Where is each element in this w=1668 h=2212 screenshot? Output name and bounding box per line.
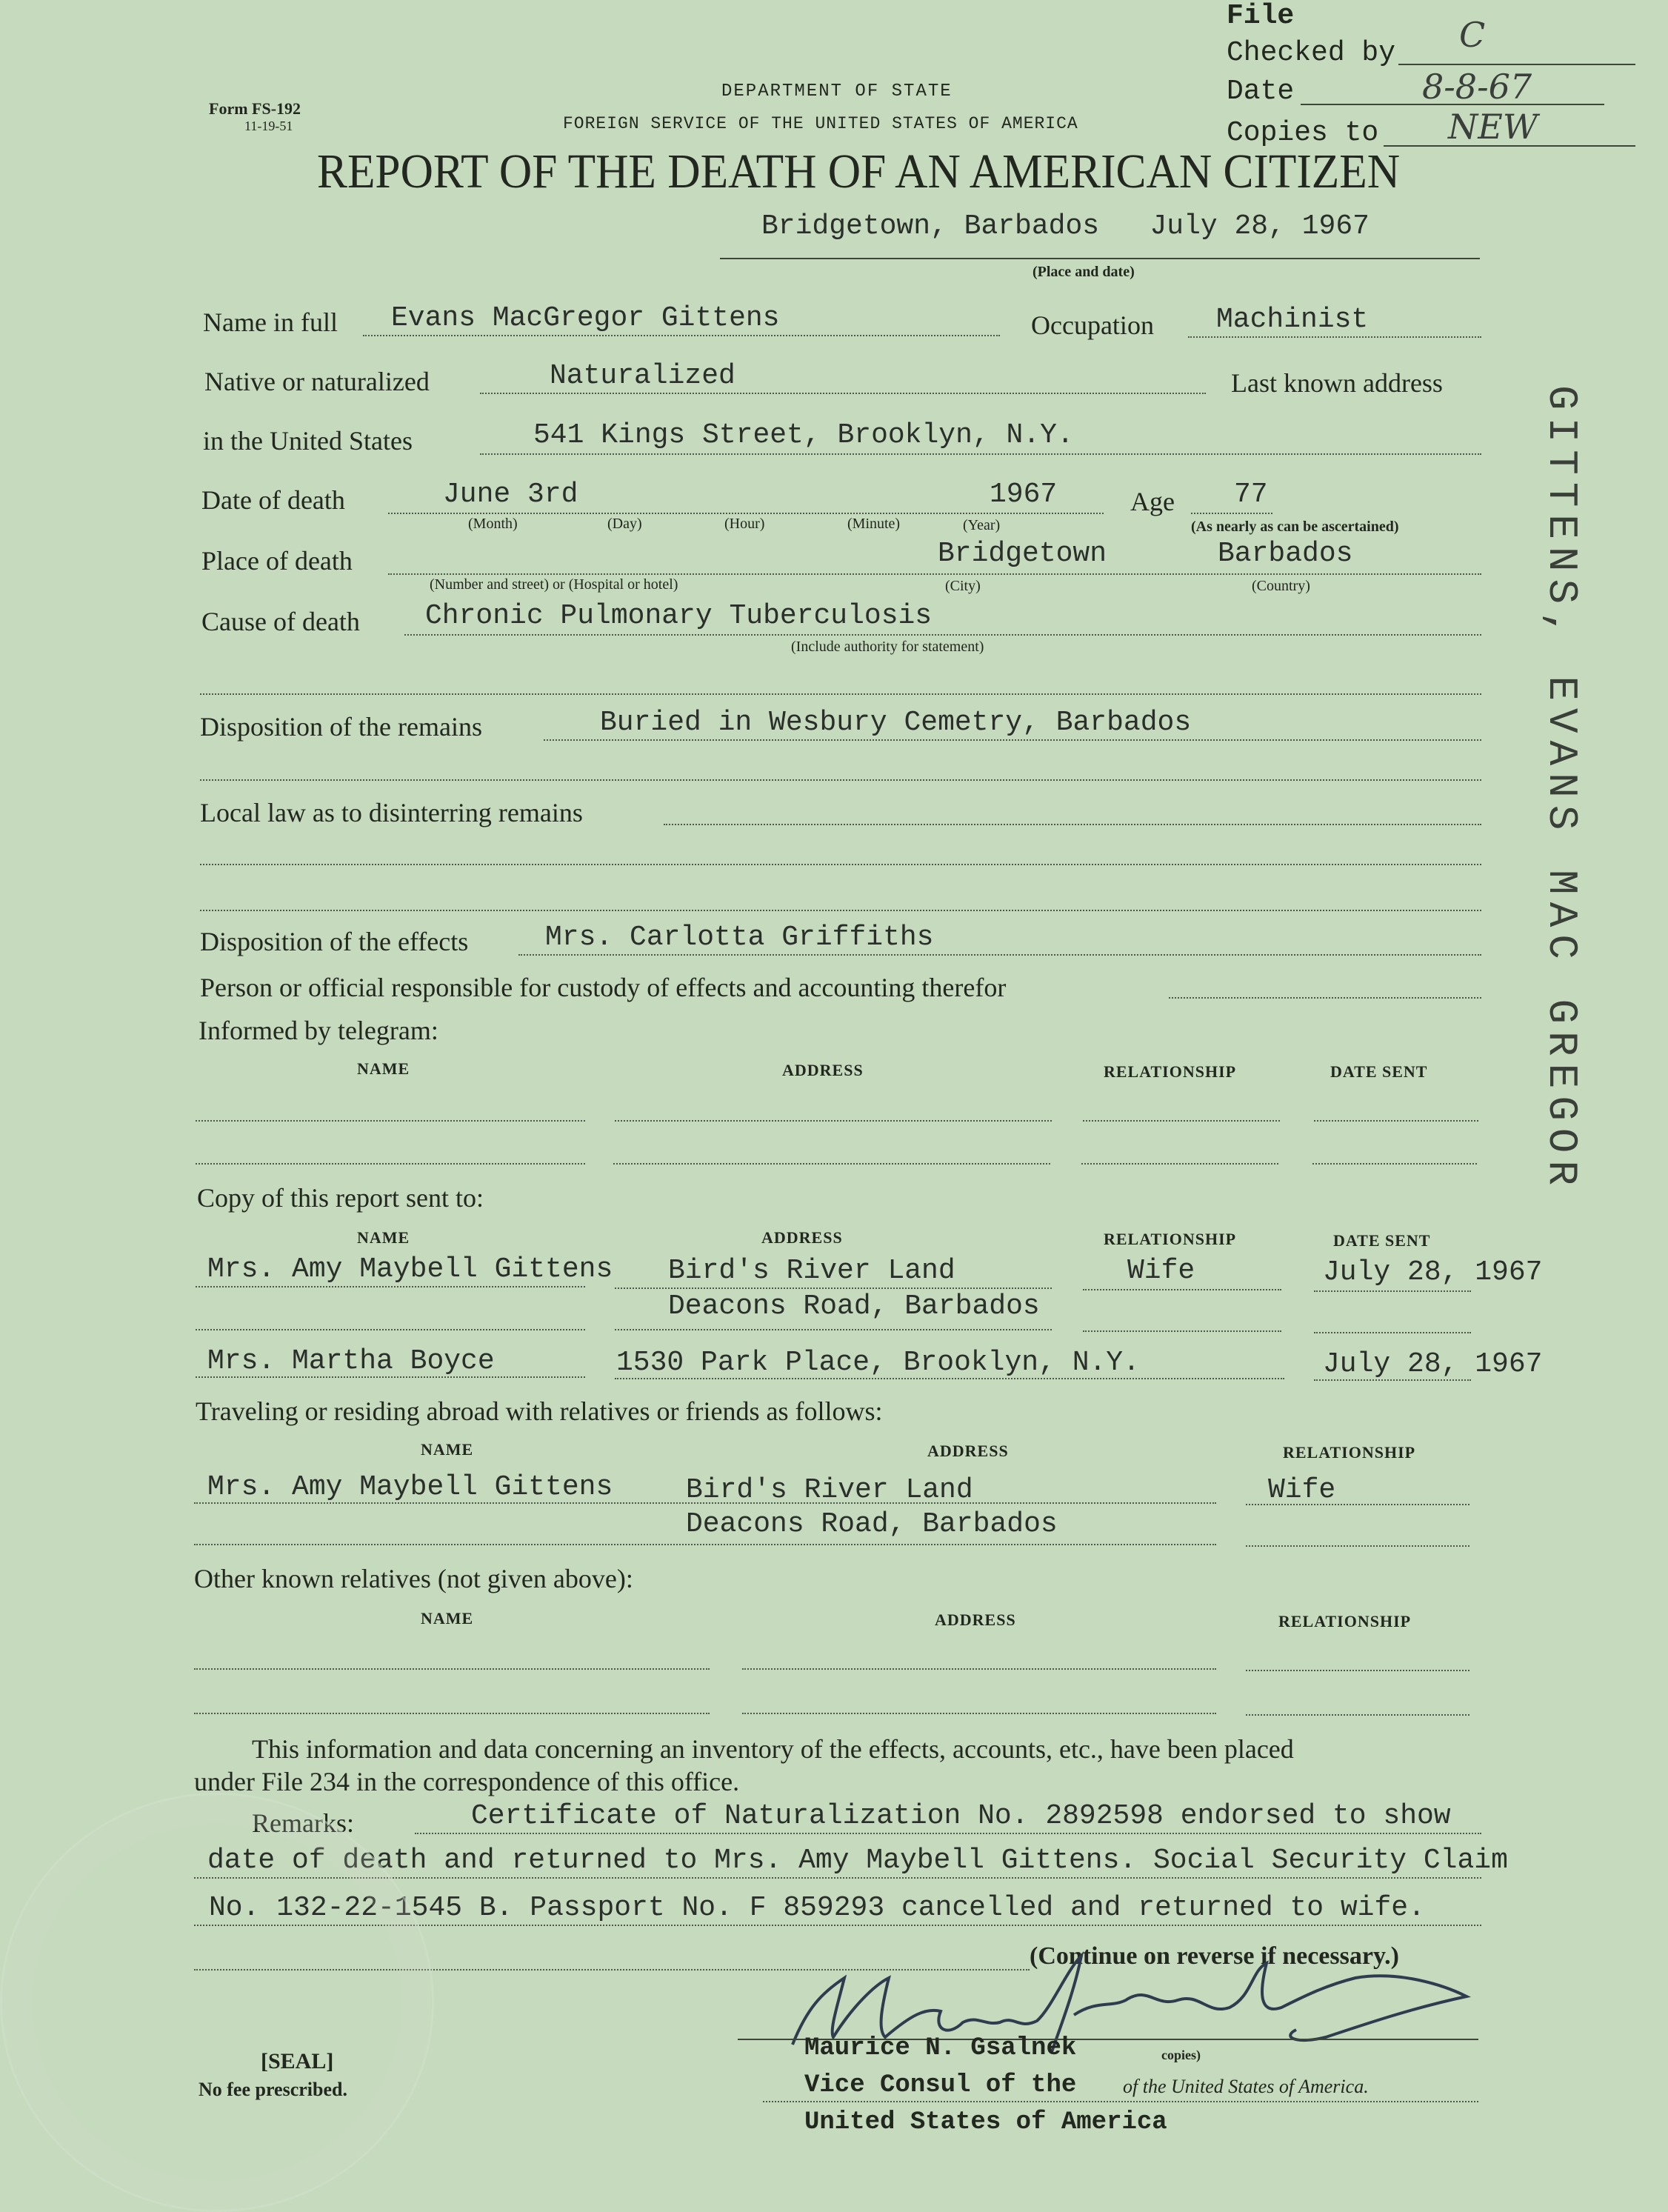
copy-row-2-address1: 1530 Park Place, Brooklyn, N.Y.	[616, 1347, 1140, 1379]
info-line-1: This information and data concerning an inventory of the effects, accounts, etc., have been placed	[252, 1734, 1294, 1764]
local-law-line	[664, 824, 1481, 825]
copy-row-2-address-line	[615, 1378, 1284, 1379]
in-us-line	[480, 453, 1481, 455]
department-heading: DEPARTMENT OF STATE	[721, 81, 953, 101]
telegram-row-2-rel	[1081, 1163, 1278, 1165]
signer-name: Maurice N. Gsalnek	[804, 2034, 1077, 2062]
checked-by-label: Checked by	[1227, 37, 1396, 69]
traveling-address2: Deacons Road, Barbados	[686, 1508, 1058, 1540]
service-heading: FOREIGN SERVICE OF THE UNITED STATES OF AMERICA	[563, 114, 1078, 133]
copies-label: Copies to	[1227, 117, 1379, 149]
year-of-death-value: 1967	[990, 479, 1058, 510]
other-row-1-address	[742, 1668, 1216, 1670]
signer-title-print: of the United States of America.	[1123, 2076, 1369, 2097]
copy-row-1-address-line	[615, 1287, 1052, 1289]
name-line	[363, 335, 1000, 336]
caption-city: (City)	[945, 578, 981, 594]
traveling-line-2	[194, 1544, 1216, 1545]
caption-age: (As nearly as can be ascertained)	[1191, 519, 1399, 535]
page-title: REPORT OF THE DEATH OF AN AMERICAN CITIZEN	[317, 144, 1401, 199]
telegram-row-1-name	[196, 1120, 585, 1122]
other-row-2-rel	[1246, 1714, 1469, 1716]
embossed-seal	[0, 1793, 434, 2212]
caption-country: (Country)	[1252, 578, 1310, 594]
caption-authority: (Include authority for statement)	[791, 639, 984, 655]
traveling-line-1	[194, 1502, 1216, 1504]
remains-line	[544, 739, 1481, 741]
telegram-col-name: NAME	[357, 1059, 410, 1078]
continue-note: (Continue on reverse if necessary.)	[1030, 1942, 1399, 1970]
signer-title: Vice Consul of the	[804, 2071, 1077, 2099]
place-of-death-label: Place of death	[201, 546, 353, 576]
copy-row-1-address1: Bird's River Land	[668, 1255, 955, 1287]
place-date-value: Bridgetown, Barbados July 28, 1967	[761, 210, 1370, 242]
date-of-death-line	[388, 513, 1104, 514]
native-value: Naturalized	[550, 360, 735, 392]
name-label: Name in full	[203, 307, 338, 337]
local-law-line-2	[200, 864, 1481, 865]
copy-col-relationship: RELATIONSHIP	[1104, 1230, 1237, 1248]
city-value: Bridgetown	[938, 538, 1107, 570]
date-label: Date	[1227, 76, 1295, 107]
traveling-address1: Bird's River Land	[686, 1474, 973, 1506]
remarks-rule-1	[415, 1833, 1481, 1834]
copy-row-1-rel-line	[1083, 1289, 1281, 1290]
title-line	[763, 2101, 1478, 2102]
telegram-row-2-address	[613, 1163, 1050, 1165]
copy-row-1-name: Mrs. Amy Maybell Gittens	[207, 1253, 613, 1285]
in-us-label: in the United States	[203, 426, 413, 456]
form-date: 11-19-51	[244, 119, 293, 133]
checked-by-value: C	[1459, 15, 1486, 55]
traveling-rel-line-2	[1246, 1545, 1469, 1547]
custody-label: Person or official responsible for custody of effects and accounting therefor	[200, 973, 1007, 1002]
remarks-line-2: date of death and returned to Mrs. Amy Maybell Gittens. Social Security Claim	[207, 1845, 1508, 1876]
copy-row-2-name: Mrs. Martha Boyce	[207, 1345, 495, 1377]
copies-value: NEW	[1448, 107, 1538, 147]
place-of-death-line	[388, 573, 1481, 575]
telegram-row-2-name	[196, 1163, 585, 1165]
telegram-col-address: ADDRESS	[782, 1061, 864, 1079]
cause-line-2	[200, 693, 1481, 695]
seal-label: [SEAL]	[261, 2049, 334, 2073]
cause-value: Chronic Pulmonary Tuberculosis	[425, 600, 933, 632]
custody-line	[1169, 997, 1481, 999]
occupation-label: Occupation	[1031, 310, 1154, 340]
in-us-value: 541 Kings Street, Brooklyn, N.Y.	[533, 419, 1074, 451]
date-value: 8-8-67	[1422, 67, 1532, 107]
caption-street: (Number and street) or (Hospital or hotel)	[430, 576, 678, 593]
copy-row-1b-date-line	[1314, 1332, 1471, 1333]
telegram-row-2-date	[1312, 1163, 1477, 1165]
effects-line	[518, 954, 1481, 956]
telegram-row-1-rel	[1083, 1120, 1280, 1122]
copy-sent-label: Copy of this report sent to:	[197, 1183, 484, 1213]
date-of-death-value: June 3rd	[443, 479, 578, 510]
traveling-rel-line-1	[1246, 1504, 1469, 1505]
copy-row-1-address2: Deacons Road, Barbados	[668, 1290, 1040, 1322]
age-value: 77	[1234, 479, 1268, 510]
native-line	[480, 393, 1206, 394]
other-row-1-rel	[1246, 1670, 1469, 1671]
traveling-name: Mrs. Amy Maybell Gittens	[207, 1471, 613, 1503]
occupation-line	[1188, 336, 1481, 338]
cause-label: Cause of death	[201, 607, 360, 636]
copy-row-1-name-line	[196, 1286, 585, 1287]
caption-month: (Month)	[468, 516, 518, 532]
copy-row-2-date: July 28, 1967	[1323, 1348, 1543, 1380]
occupation-value: Machinist	[1216, 304, 1369, 336]
remarks-line-1: Certificate of Naturalization No. 2892598 endorsed to show	[471, 1800, 1451, 1832]
copies-note: copies)	[1161, 2048, 1201, 2062]
traveling-col-relationship: RELATIONSHIP	[1283, 1443, 1416, 1462]
other-relatives-label: Other known relatives (not given above):	[194, 1564, 633, 1593]
copy-col-name: NAME	[357, 1228, 410, 1247]
remains-value: Buried in Wesbury Cemetry, Barbados	[600, 707, 1192, 739]
other-row-1-name	[194, 1668, 710, 1670]
telegram-col-relationship: RELATIONSHIP	[1104, 1062, 1237, 1081]
age-label: Age	[1130, 487, 1175, 516]
remarks-line-3: No. 132-22-1545 B. Passport No. F 859293 cancelled and returned to wife.	[209, 1892, 1425, 1924]
native-label: Native or naturalized	[204, 367, 430, 396]
name-value: Evans MacGregor Gittens	[391, 302, 780, 334]
copy-row-1b-name-line	[196, 1329, 585, 1330]
caption-hour: (Hour)	[724, 516, 765, 532]
signer-country: United States of America	[804, 2108, 1167, 2136]
copy-col-date: DATE SENT	[1333, 1231, 1431, 1250]
traveling-label: Traveling or residing abroad with relatives or friends as follows:	[196, 1396, 883, 1426]
telegram-col-date: DATE SENT	[1330, 1062, 1428, 1081]
traveling-col-name: NAME	[421, 1440, 474, 1459]
copy-row-2-date-line	[1314, 1379, 1471, 1381]
side-filing-label: GITTENS, EVANS MAC GREGOR	[1538, 385, 1585, 1193]
copy-col-address: ADDRESS	[761, 1228, 843, 1247]
copy-row-2-name-line	[196, 1376, 585, 1378]
other-row-2-name	[194, 1713, 710, 1714]
traveling-col-address: ADDRESS	[927, 1442, 1009, 1460]
remarks-label: Remarks:	[252, 1808, 354, 1838]
other-col-address: ADDRESS	[935, 1610, 1016, 1629]
remains-line-2	[200, 779, 1481, 781]
copy-row-1b-rel-line	[1083, 1330, 1281, 1332]
place-date-line	[720, 258, 1480, 259]
remains-label: Disposition of the remains	[200, 712, 482, 742]
file-label: File	[1227, 0, 1295, 32]
telegram-row-1-address	[615, 1120, 1052, 1122]
no-fee-label: No fee prescribed.	[199, 2079, 347, 2100]
copy-row-1-relationship: Wife	[1127, 1255, 1195, 1287]
info-line-2: under File 234 in the correspondence of this office.	[194, 1767, 740, 1796]
last-address-label: Last known address	[1231, 368, 1443, 398]
caption-year: (Year)	[963, 517, 1001, 533]
copy-row-1b-address-line	[615, 1329, 1052, 1330]
effects-value: Mrs. Carlotta Griffiths	[545, 922, 934, 953]
date-of-death-label: Date of death	[201, 485, 345, 515]
telegram-row-1-date	[1314, 1120, 1478, 1122]
copy-row-1-date-line	[1314, 1290, 1471, 1292]
country-value: Barbados	[1218, 538, 1353, 570]
caption-day: (Day)	[607, 516, 642, 532]
local-law-label: Local law as to disinterring remains	[200, 798, 583, 827]
other-row-2-address	[742, 1713, 1216, 1714]
effects-label: Disposition of the effects	[200, 927, 469, 956]
caption-minute: (Minute)	[847, 516, 901, 532]
age-line	[1191, 513, 1272, 514]
form-number: Form FS-192	[209, 99, 301, 118]
checked-by-line	[1398, 64, 1635, 65]
other-col-relationship: RELATIONSHIP	[1278, 1612, 1412, 1630]
copy-row-1-date: July 28, 1967	[1323, 1256, 1543, 1288]
traveling-relationship: Wife	[1268, 1474, 1336, 1506]
cause-line	[404, 634, 1481, 636]
other-col-name: NAME	[421, 1609, 474, 1628]
place-date-caption: (Place and date)	[1033, 264, 1135, 280]
telegram-label: Informed by telegram:	[199, 1016, 438, 1045]
local-law-line-3	[200, 910, 1481, 911]
